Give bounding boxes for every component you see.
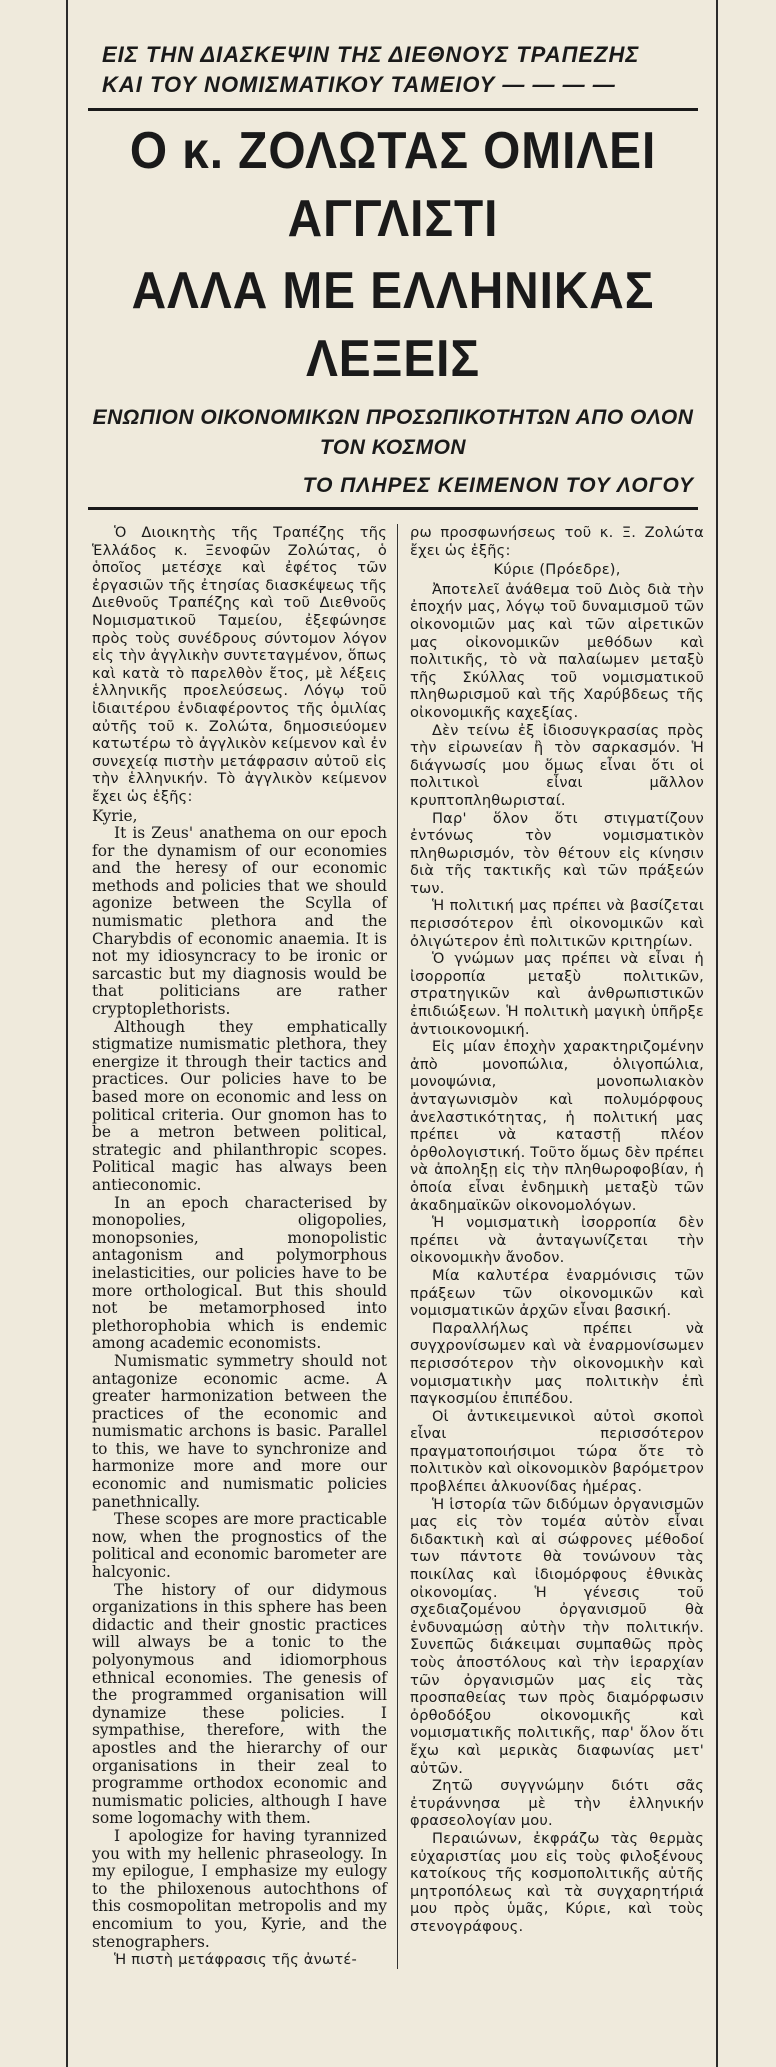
english-paragraph: These scopes are more practicable now, when the prognostics of the political and economic barometer are halcyonic. (92, 1510, 387, 1582)
right-border (716, 0, 718, 2067)
article-body (70, 510, 716, 1969)
subheadline-full-text: ΤΟ ΠΛΗΡΕΣ ΚΕΙΜΕΝΟΝ ΤΟΥ ΛΟΓΟΥ (302, 474, 694, 497)
greek-paragraph: Περαιώνων, ἐκφράζω τὰς θερμὰς εὐχαριστίας μου εἰς τοὺς φιλοξένους κατοίκους τῆς κοσμοπολιτικῆς αὐτῆς μητροπόλεως καὶ τὰ συγχαρητήριά μου πρὸς ὑμᾶς, Κύριε, καὶ τοὺς στενογράφους. (410, 1829, 704, 1935)
greek-paragraph: Ἡ νομισματικὴ ἰσορροπία δὲν πρέπει νὰ ἀνταγωνίζεται τὴν οἰκονομικὴν ἄνοδον. (410, 1214, 704, 1267)
headline-line-2: ΑΛΛΑ ΜΕ ΕΛΛΗΝΙΚΑΣ ΛΕΞΕΙΣ (131, 262, 655, 388)
greek-paragraph: Παραλλήλως πρέπει νὰ συγχρονίσωμεν καὶ νὰ ἐναρμονίσωμεν περισσότερον τὴν οἰκονομικὴν καὶ νομισματικὴν μας πολιτικὴν ἐπὶ παγκοσμίου ἐπιπέδου. (410, 1319, 704, 1408)
subheadline: ΕΝΩΠΙΟΝ ΟΙΚΟΝΟΜΙΚΩΝ ΠΡΟΣΩΠΙΚΟΤΗΤΩΝ ΑΠΟ ΟΛΟΝ ΤΟΝ ΚΟΣΜΟΝ (92, 406, 694, 459)
greek-paragraph: Εἰς μίαν ἐποχὴν χαρακτηριζομένην ἀπὸ μονοπώλια, ὀλιγοπώλια, μονοψώνια, μονοπωλιακὸν ἀνταγωνισμὸν καὶ πολυμόρφους ἀνελαστικότητας, ἡ πολιτική μας πρέπει νὰ καταστῇ πλέον ὀρθολογιστική. Τοῦτο ὅμως δὲν πρέπει νὰ ἀποληξῃ εἰς τὴν πληθωροφοβίαν, ἡ ὁποία εἶναι ἐνδημικὴ μεταξὺ τῶν ἀκαδημαϊκῶν οἰκονομολόγων. (410, 1038, 704, 1214)
greek-paragraph: Ζητῶ συγγνώμην διότι σᾶς ἐτυράννησα μὲ τὴν ἑλληνικήν φρασεολογίαν μου. (410, 1777, 704, 1830)
headline-line-1: Ο κ. ΖΟΛΩΤΑΣ ΟΜΙΛΕΙ ΑΓΓΛΙΣΤΙ (129, 122, 657, 248)
english-paragraph: The history of our didymous organizations in this sphere has been didactic and their gnostic practices will always be a tonic to the polyonymous and idiomorphous ethnical economies. The genesis of the programmed organisation will dynamize these policies. I sympathise, therefore, with the apostles and the hierarchy of our organisations in their zeal to programme orthodox economic and numismatic policies, although I have some logomachy with them. (92, 1580, 387, 1828)
english-paragraph: In an epoch characterised by monopolies, oligopolies, monopsonies, monopolistic antagonism and polymorphous inelasticities, our policies have to be more orthological. But this should not be metamorphosed into plethorophobia which is endemic among academic economists. (92, 1193, 387, 1353)
greek-paragraph: Οἱ ἀντικειμενικοὶ αὐτοὶ σκοποὶ εἶναι περισσότερον πραγματοποιήσιμοι τώρα ὅτε τὸ πολιτικὸν καὶ οἰκονομικὸν βαρόμετρον προβλέπει ἀλκυονίδας ἡμέρας. (410, 1407, 704, 1496)
left-border (66, 0, 68, 2067)
english-paragraph: Numismatic symmetry should not antagonize economic acme. A greater harmonization between the practices of the economic and numismatic archons is basic. Parallel to this, we have to synchronize and harmonize more and more our economic and numismatic policies panethnically. (92, 1351, 387, 1511)
greek-paragraph: Ἡ ἱστορία τῶν διδύμων ὀργανισμῶν μας εἰς τὸν τομέα αὐτὸν εἶναι διδακτικὴ καὶ αἱ σώφρονες μέθοδοί των πάντοτε θὰ τονώνουν τὰς ποικίλας καὶ ἰδιομόρφους ἐθνικὰς οἰκονομίας. Ἡ γένεσις τοῦ σχεδιαζομένου ὀργανισμοῦ θὰ ἐνδυναμώσῃ αὐτὴν τὴν πολιτικήν. Συνεπῶς διάκειμαι συμπαθῶς πρὸς τοὺς ἀποστόλους καὶ τὴν ἱεραρχίαν τῶν ὀργανισμῶν μας εἰς τὰς προσπαθείας των πρὸς διαμόρφωσιν ὀρθοδόξου οἰκονομικῆς καὶ νομισματικῆς πολιτικῆς, παρ' ὅλον ὅτι ἔχω καὶ μερικὰς διαφωνίας μετ' αὐτῶν. (410, 1495, 704, 1777)
left-column (92, 524, 398, 1969)
translation-lead-cont: ρω προσφωνήσεως τοῦ κ. Ξ. Ζολώτα ἔχει ὡς ἑξῆς: (410, 524, 704, 559)
greek-paragraph: Ἡ πολιτική μας πρέπει νὰ βασίζεται περισσότερον ἐπὶ οἰκονομικῶν καὶ ὀλιγώτερον ἐπὶ πολιτικῶν κριτηρίων. (410, 897, 704, 950)
right-column (398, 524, 704, 1969)
english-paragraph: Although they emphatically stigmatize numismatic plethora, they energize it through their tactics and practices. Our policies have to be based more on economic and less on political criteria. Our gnomon has to be a metron between political, strategic and philanthropic scopes. Political magic has always been antieconomic. (92, 1017, 387, 1194)
greek-paragraph: Ἀποτελεῖ ἀνάθεμα τοῦ Διὸς διὰ τὴν ἐποχήν μας, λόγῳ τοῦ δυναμισμοῦ τῶν οἰκονομιῶν μας καὶ τῶν αἱρετικῶν μας οἰκονομικῶν μεθόδων καὶ πολιτικῆς, τὸ νὰ παλαίωμεν μεταξὺ τῆς Σκύλλας τοῦ νομισματικοῦ πληθωρισμοῦ καὶ τῆς Χαρύβδεως τῆς οἰκονομικῆς καχεξίας. (410, 580, 704, 721)
greek-paragraph: Παρ' ὅλον ὅτι στιγματίζουν ἐντόνως τὸν νομισματικὸν πληθωρισμόν, τὸν θέτουν εἰς κίνησιν διὰ τῆς τακτικῆς καὶ τῶν πράξεών των. (410, 809, 704, 897)
english-salutation: Kyrie, (92, 806, 138, 825)
greek-paragraph: Δὲν τείνω ἐξ ἰδιοσυγκρασίας πρὸς τὴν εἰρωνείαν ἢ τὸν σαρκασμόν. Ἡ διάγνωσίς μου ὅμως εἶναι ὅτι οἱ πολιτικοὶ εἶναι μᾶλλον κρυπτοπληθωρισταί. (410, 721, 704, 809)
kicker-line-1: ΕΙΣ ΤΗΝ ΔΙΑΣΚΕΨΙΝ ΤΗΣ ΔΙΕΘΝΟΥΣ ΤΡΑΠΕΖΗΣ (102, 42, 640, 67)
english-paragraph: I apologize for having tyrannized you with my hellenic phraseology. In my epilogue, I emphasize my eulogy to the philoxenous autochthons of this cosmopolitan metropolis and my encomium to you, Kyrie, and the stenographers. (92, 1826, 387, 1951)
article-header (70, 0, 716, 510)
greek-paragraph: Μία καλυτέρα ἐναρμόνισις τῶν πράξεων τῶν οἰκονομικῶν καὶ νομισματικῶν ἀρχῶν εἶναι βασική. (410, 1266, 704, 1320)
intro-paragraph: Ὁ Διοικητὴς τῆς Τραπέζης τῆς Ἑλλάδος κ. Ξενοφῶν Ζολώτας, ὁ ὁποῖος μετέσχε καὶ ἐφέτος τῶν ἐργασιῶν τῆς ἐτησίας διασκέψεως τῆς Διεθνοῦς Τραπέζης καὶ τοῦ Διεθνοῦς Νομισματικοῦ Ταμείου, ἐξεφώνησε πρὸς τοὺς συνέδρους σύντομον λόγον εἰς τὴν ἀγγλικὴν συντεταγμένον, ὅπως καὶ κατὰ τὸ παρελθὸν ἔτος, μὲ λέξεις ἑλληνικῆς προελεύσεως. Λόγῳ τοῦ ἰδιαιτέρου ἐνδιαφέροντος τῆς ὁμιλίας αὐτῆς τοῦ κ. Ζολώτα, δημοσιεύομεν κατωτέρω τὸ ἀγγλικὸν κείμενον καὶ ἐν συνεχείᾳ πιστὴν μετάφρασιν αὐτοῦ εἰς τὴν ἑλληνικήν. Τὸ ἀγγλικὸν κείμενον ἔχει ὡς ἑξῆς: (92, 524, 387, 805)
translation-lead: Ἡ πιστὴ μετάφρασις τῆς ἀνωτέ- (114, 1951, 357, 1969)
kicker-line-2: ΚΑΙ ΤΟΥ ΝΟΜΙΣΜΑΤΙΚΟΥ ΤΑΜΕΙΟΥ — — — — (102, 72, 616, 97)
header-rule (88, 108, 698, 111)
greek-paragraph: Ὁ γνώμων μας πρέπει νὰ εἶναι ἡ ἰσορροπία μεταξὺ πολιτικῶν, στρατηγικῶν καὶ ἀνθρωπιστικῶν ἐπιδιώξεων. Ἡ πολιτικὴ μαγικὴ ὑπῆρξε ἀντιοικονομική. (410, 950, 704, 1038)
greek-salutation: Κύριε (Πρόεδρε), (493, 561, 621, 579)
english-paragraph: It is Zeus' anathema on our epoch for the dynamism of our economies and the heresy of our economic methods and policies that we should agonize between the Scylla of numismatic plethora and the Charybdis of economic anaemia. It is not my idiosyncracy to be ironic or sarcastic but my diagnosis would be that politicians are rather cryptoplethorists. (92, 824, 387, 1019)
